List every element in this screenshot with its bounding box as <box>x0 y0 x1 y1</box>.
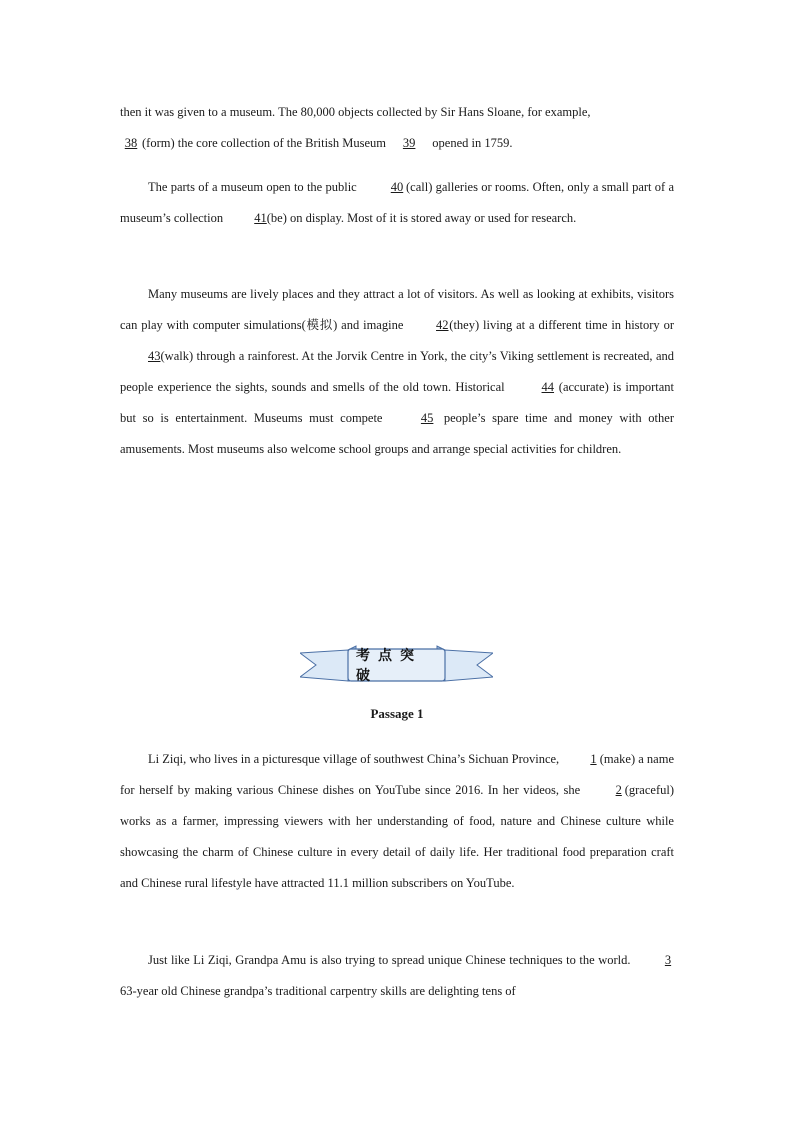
blank-1[interactable]: 1 <box>590 752 597 766</box>
text-run: (graceful) works as a farmer, impressing viewers with her understanding of food, nature and Chinese culture while showcasing the charm of Chinese culture in every detail of daily life. Her traditional food preparation craft and Chinese rural lifestyle have attracted 11.1 million subscribers on YouTube. <box>120 783 674 890</box>
blank-3[interactable]: 3 <box>664 953 672 967</box>
text-run: (accurate) is important but so is entertainment. Museums must compete <box>120 380 674 425</box>
paragraph-british-museum <box>120 97 674 159</box>
text-run: (walk) through a rainforest. At the Jorvik Centre in York, the city’s Viking settlement is recreated, and people experience the sights, sounds and smells of the old town. Historical <box>120 349 674 394</box>
blank-41[interactable]: 41 <box>254 211 267 225</box>
paragraph-lively-museums <box>120 279 674 465</box>
blank-43[interactable]: 43 <box>148 349 161 363</box>
text-run: Li Ziqi, who lives in a picturesque village of southwest China’s Sichuan Province, <box>148 752 563 766</box>
section-banner-label: 考点突破 <box>356 648 422 684</box>
text-run: then it was given to a museum. The 80,000 objects collected by Sir Hans Sloane, for example, <box>120 105 591 119</box>
ribbon-right-tail <box>445 650 493 681</box>
blank-38[interactable]: 38 <box>124 136 138 150</box>
text-run: The parts of a museum open to the public <box>148 180 360 194</box>
blank-2[interactable]: 2 <box>615 783 622 797</box>
blank-44[interactable]: 44 <box>541 380 555 394</box>
text-run: 63-year old Chinese grandpa’s traditional carpentry skills are delighting tens of <box>120 984 516 998</box>
blank-45[interactable]: 45 <box>420 411 434 425</box>
text-run: (make) a name for herself by making various Chinese dishes on YouTube since 2016. In her videos, she <box>120 752 674 797</box>
text-run: opened in 1759. <box>429 136 513 150</box>
blank-39[interactable]: 39 <box>402 136 416 150</box>
text-run: Many museums are lively places and they attract a lot of visitors. As well as looking at exhibits, visitors can play with computer simulations(模拟) and imagine <box>120 287 674 332</box>
ribbon-left-tail <box>300 650 348 681</box>
text-run: Just like Li Ziqi, Grandpa Amu is also trying to spread unique Chinese techniques to the world. <box>148 953 634 967</box>
paragraph-li-ziqi <box>120 744 674 899</box>
paragraph-galleries <box>120 172 674 234</box>
blank-40[interactable]: 40 <box>390 180 404 194</box>
blank-42[interactable]: 42 <box>436 318 449 332</box>
text-run: (call) galleries or rooms. Often, only a small part of a museum’s collection <box>120 180 674 225</box>
text-run: people’s spare time and money with other amusements. Most museums also welcome school groups and arrange special activities for children. <box>120 411 674 456</box>
paragraph-grandpa-amu <box>120 945 674 1007</box>
passage-title: Passage 1 <box>370 706 424 721</box>
text-run: (they) living at a different time in history or <box>449 318 675 332</box>
text-run: (be) on display. Most of it is stored away or used for research. <box>266 211 577 225</box>
text-run: (form) the core collection of the British Museum <box>142 136 390 150</box>
